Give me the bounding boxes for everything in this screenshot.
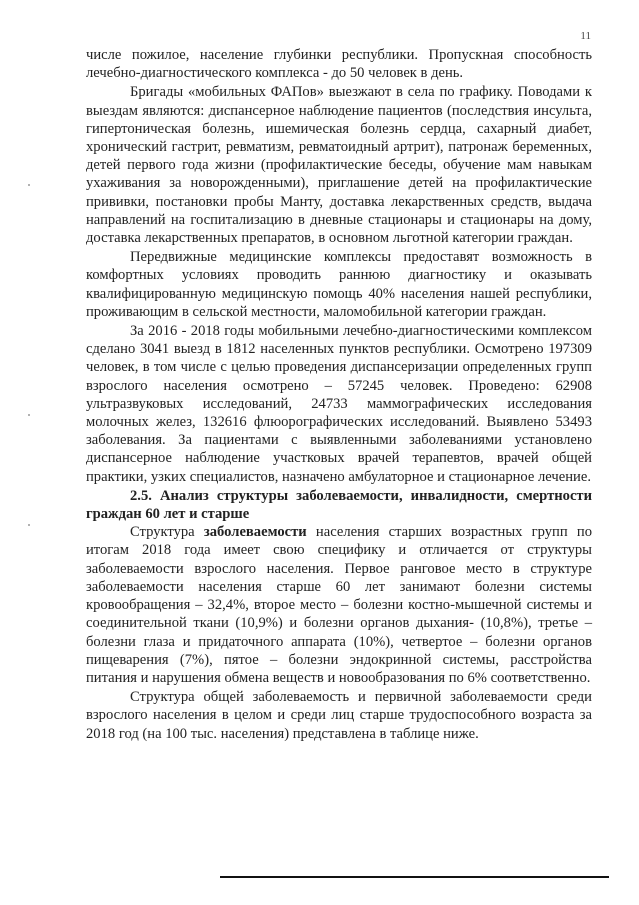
page-number: 11 — [580, 30, 591, 42]
paragraph-mobile-fap-brigades: Бригады «мобильных ФАПов» выезжают в села по графику. Поводами к выездам являются: диспансерное наблюдение пациентов (последствия инсульта, гипертоническая болезнь, ишемическая болезнь сердца, сахарный диабет, хронический гастрит, ревматизм, ревматоидный артрит), патронаж беременных, детей первого года жизни (профилактические беседы, обучение мам навыкам ухаживания за новорожденными), приглашение детей на профилактические прививки, постановки пробы Манту, доставка лекарственных средств, выдача направлений на госпитализацию в дневные стационары и стационары на дому, доставка лекарственных препаратов, в основном льготной категории граждан. — [86, 84, 592, 247]
morbidity-body-text: населения старших возрастных групп по итогам 2018 года имеет свою специфику и отличается от структуры заболеваемости взрослого населения. Первое ранговое место в структуре заболеваемости населения старше 60 лет занимают болезни системы кровообращения – 32,4%, второе место – болезни костно-мышечной системы и соединительной ткани (10,9%) и болезни органов дыхания- (10,8%), третье – болезни глаза и придаточного аппарата (10%), четвертое – болезни органов пищеварения (7%), пятое – болезни эндокринной системы, расстройства питания и нарушения обмена веществ и новообразования по 6% соответственно. — [86, 524, 592, 686]
scan-mark — [28, 524, 30, 526]
paragraph-capacity: числе пожилое, население глубинки республики. Пропускная способность лечебно-диагностического комплекса - до 50 человек в день. — [86, 47, 592, 82]
paragraph-mobile-complexes: Передвижные медицинские комплексы предоставят возможность в комфортных условиях проводить раннюю диагностику и оказывать квалифицированную медицинскую помощь 40% населения нашей республики, проживающим в сельской местности, маломобильной категории граждан. — [86, 249, 592, 320]
document-body — [86, 46, 592, 743]
footer-rule — [220, 876, 609, 878]
scan-mark — [28, 414, 30, 416]
paragraph-table-reference: Структура общей заболеваемость и первичной заболеваемости среди взрослого населения в целом и среди лиц старше трудоспособного возраста за 2018 год (на 100 тыс. населения) представлена в таблице ниже. — [86, 689, 592, 742]
section-heading-2-5: 2.5. Анализ структуры заболеваемости, инвалидности, смертности граждан 60 лет и старше — [86, 487, 592, 523]
scan-mark — [28, 184, 30, 186]
paragraph-morbidity-structure — [86, 523, 592, 687]
morbidity-intro-text: Структура — [130, 524, 204, 541]
morbidity-term: заболеваемости — [203, 524, 307, 541]
paragraph-statistics-2016-2018: За 2016 - 2018 годы мобильными лечебно-диагностическими комплексом сделано 3041 выезд в 1812 населенных пунктов республики. Осмотрено 197309 человек, в том числе с целью проведения диспансеризации определенных групп взрослого населения осмотрено – 57245 человек. Проведено: 62908 ультразвуковых исследований, 24733 маммографических исследования молочных желез, 132616 флюорографических исследований. Выявлено 53493 заболевания. За пациентами с выявленными заболеваниями установлено диспансерное наблюдение участковых врачей терапевтов, врачей общей практики, узких специалистов, назначено амбулаторное и стационарное лечение. — [86, 323, 592, 485]
